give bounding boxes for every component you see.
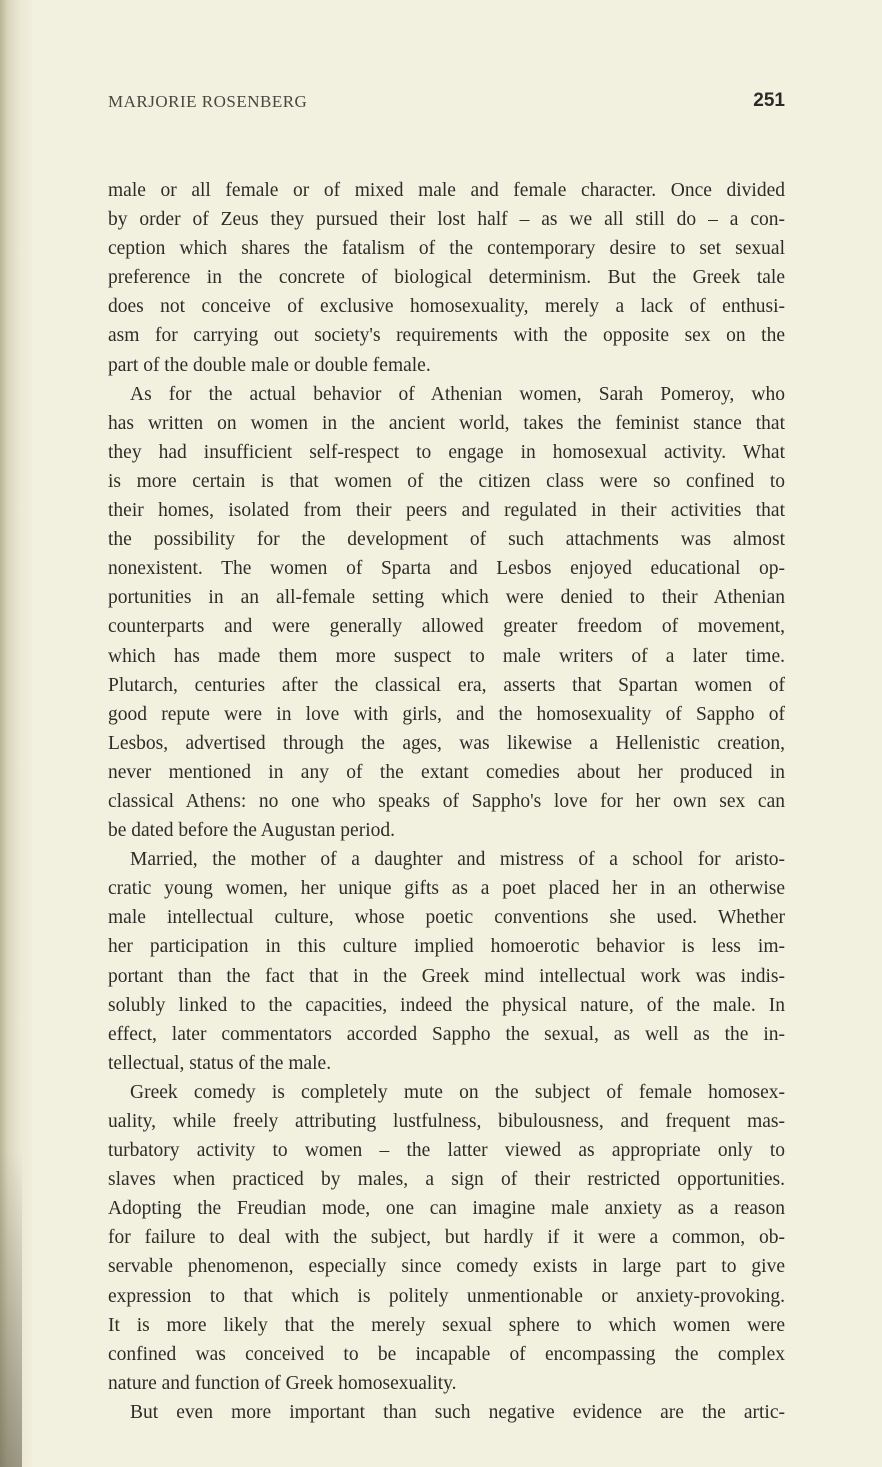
text-line: classical Athens: no one who speaks of Sappho's love for her own sex can (108, 790, 785, 812)
text-line: male intellectual culture, whose poetic conventions she used. Whether (108, 907, 785, 929)
text-line: uality, while freely attributing lustfulness, bibulousness, and frequent mas- (108, 1111, 785, 1132)
text-line: tellectual, status of the male. (108, 1052, 332, 1074)
text-line: As for the actual behavior of Athenian women, Sarah Pomeroy, who (130, 383, 785, 405)
text-line: Lesbos, advertised through the ages, was likewise a Hellenistic creation, (108, 732, 785, 754)
text-line: Married, the mother of a daughter and mistress of a school for aristo- (130, 849, 785, 871)
text-line: But even more important than such negative evidence are the artic- (130, 1401, 785, 1423)
page-number: 251 (753, 90, 785, 111)
text-line: expression to that which is politely unmentionable or anxiety-provoking. (108, 1285, 785, 1307)
running-head: MARJORIE ROSENBERG (108, 92, 308, 111)
paragraph (108, 380, 785, 846)
paragraph (108, 845, 785, 1078)
paragraph (108, 1398, 785, 1427)
text-line: turbatory activity to women – the latter viewed as appropriate only to (108, 1140, 785, 1162)
text-line: never mentioned in any of the extant comedies about her produced in (108, 761, 785, 783)
text-line: slaves when practiced by males, a sign of their restricted opportunities. (108, 1169, 785, 1191)
text-line: portant than the fact that in the Greek mind intellectual work was indis- (108, 965, 785, 987)
text-line: is more certain is that women of the citizen class were so confined to (108, 470, 785, 492)
text-line: they had insufficient self-respect to engage in homosexual activity. What (108, 441, 785, 463)
text-line: portunities in an all-female setting which were denied to their Athenian (108, 587, 785, 609)
text-line: good repute were in love with girls, and the homosexuality of Sappho of (108, 703, 785, 725)
text-line: Adopting the Freudian mode, one can imagine male anxiety as a reason (108, 1198, 785, 1220)
text-line: solubly linked to the capacities, indeed the physical nature, of the male. In (108, 994, 785, 1016)
paragraph (108, 1078, 785, 1398)
text-line: effect, later commentators accorded Sappho the sexual, as well as the in- (108, 1023, 785, 1045)
text-line: ception which shares the fatalism of the contemporary desire to set sexual (108, 238, 785, 260)
text-line: be dated before the Augustan period. (108, 820, 395, 842)
text-line: male or all female or of mixed male and female character. Once divided (108, 180, 785, 201)
text-line: cratic young women, her unique gifts as a poet placed her in an otherwise (108, 878, 785, 900)
text-line: nonexistent. The women of Sparta and Lesbos enjoyed educational op- (108, 558, 785, 580)
text-line: counterparts and were generally allowed greater freedom of movement, (108, 616, 785, 638)
text-line: preference in the concrete of biological determinism. But the Greek tale (108, 267, 785, 289)
text-line: their homes, isolated from their peers and regulated in their activities that (108, 500, 785, 522)
text-line: It is more likely that the merely sexual sphere to which women were (108, 1314, 785, 1336)
text-line: servable phenomenon, especially since comedy exists in large part to give (108, 1256, 785, 1278)
text-line: Greek comedy is completely mute on the subject of female homosex- (130, 1081, 785, 1103)
text-line: has written on women in the ancient world, takes the feminist stance that (108, 412, 785, 434)
text-line: part of the double male or double female. (108, 354, 431, 376)
text-line: does not conceive of exclusive homosexuality, merely a lack of enthusi- (108, 296, 785, 318)
text-line: for failure to deal with the subject, but hardly if it were a common, ob- (108, 1227, 785, 1249)
page-header (108, 90, 785, 116)
body-text (108, 176, 785, 1427)
text-line: the possibility for the development of such attachments was almost (108, 529, 785, 551)
page-gutter-shadow-bottom (0, 1150, 22, 1467)
text-line: confined was conceived to be incapable of encompassing the complex (108, 1343, 785, 1365)
text-line: nature and function of Greek homosexuality. (108, 1372, 457, 1394)
text-line: which has made them more suspect to male writers of a later time. (108, 645, 785, 667)
text-line: by order of Zeus they pursued their lost half – as we all still do – a con- (108, 209, 785, 231)
paragraph (108, 176, 785, 380)
text-line: Plutarch, centuries after the classical era, asserts that Spartan women of (108, 674, 785, 696)
text-line: her participation in this culture implied homoerotic behavior is less im- (108, 936, 785, 958)
text-line: asm for carrying out society's requirements with the opposite sex on the (108, 325, 785, 347)
